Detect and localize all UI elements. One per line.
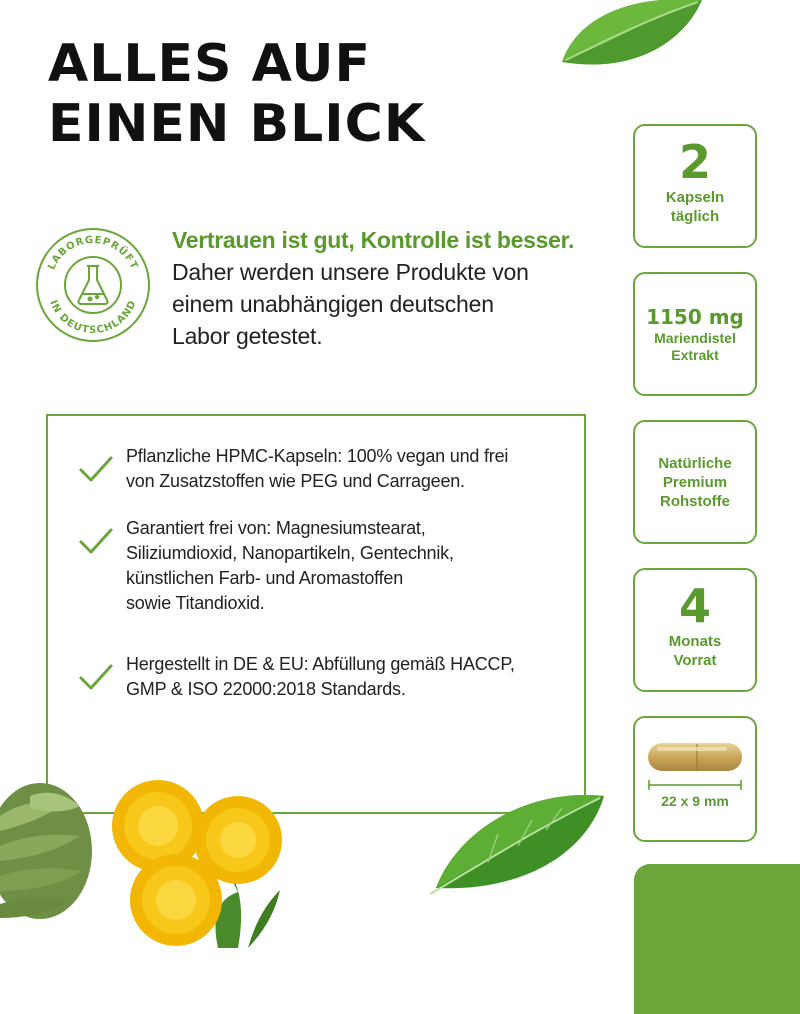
feature-text-line: künstlichen Farb- und Aromastoffen bbox=[126, 568, 404, 588]
feature-text-line: Hergestellt in DE & EU: Abfüllung gemäß HACCP, bbox=[126, 654, 515, 674]
trust-body-line: einem unabhängigen deutschen bbox=[172, 291, 494, 317]
leaf-top-icon bbox=[556, 0, 706, 70]
green-corner-block bbox=[634, 864, 800, 1014]
page-title bbox=[48, 34, 425, 154]
stat-value: 2 bbox=[678, 135, 711, 189]
stat-label-line: Mariendistel bbox=[654, 330, 736, 346]
feature-item bbox=[78, 516, 548, 616]
trust-body-line: Daher werden unsere Produkte von bbox=[172, 259, 529, 285]
trust-statement bbox=[172, 224, 612, 352]
stat-label-line: Kapseln bbox=[665, 189, 725, 206]
capsule-icon bbox=[645, 740, 745, 774]
dandelion-icon bbox=[98, 772, 298, 948]
trust-body-line: Labor getestet. bbox=[172, 323, 323, 349]
seal-text-bottom: IN DEUTSCHLAND bbox=[47, 298, 139, 337]
stat-value: 4 bbox=[678, 579, 711, 633]
stat-label-line: täglich bbox=[670, 208, 720, 225]
feature-item bbox=[78, 652, 548, 702]
feature-text-line: Garantiert frei von: Magnesiumstearat, bbox=[126, 518, 426, 538]
artichoke-icon bbox=[0, 776, 100, 926]
lab-seal-icon bbox=[34, 226, 152, 344]
stat-label-line: Premium bbox=[662, 474, 728, 491]
leaf-bottom-icon bbox=[428, 784, 610, 896]
dimension-line-icon bbox=[645, 780, 745, 790]
stat-label-line: Rohstoffe bbox=[660, 493, 730, 510]
stat-card-capsule-size bbox=[633, 716, 757, 842]
features-box bbox=[46, 414, 586, 814]
check-icon bbox=[78, 454, 114, 484]
flask-icon bbox=[78, 266, 107, 304]
trust-body bbox=[172, 256, 612, 352]
stat-label-line: Monats bbox=[668, 633, 722, 650]
stat-card-supply bbox=[633, 568, 757, 692]
feature-text-line: von Zusatzstoffen wie PEG und Carrageen. bbox=[126, 471, 465, 491]
feature-text-line: Pflanzliche HPMC-Kapseln: 100% vegan und frei bbox=[126, 446, 509, 466]
trust-lead: Vertrauen ist gut, Kontrolle ist besser. bbox=[172, 227, 575, 253]
feature-item bbox=[78, 444, 548, 494]
stat-label-line: Extrakt bbox=[671, 347, 719, 363]
stat-value: 1150 mg bbox=[646, 305, 744, 329]
stat-label-line: Vorrat bbox=[673, 652, 717, 669]
seal-text-top: LABORGEPRÜFT bbox=[46, 234, 140, 272]
feature-text-line: GMP & ISO 22000:2018 Standards. bbox=[126, 679, 406, 699]
feature-text-line: Siliziumdioxid, Nanopartikeln, Gentechnik, bbox=[126, 543, 454, 563]
title-line-1: ALLES AUF bbox=[48, 34, 371, 94]
stat-label-line: Natürliche bbox=[658, 455, 732, 472]
stat-label-line: 22 x 9 mm bbox=[661, 793, 729, 809]
stat-card-capsules-daily bbox=[633, 124, 757, 248]
check-icon bbox=[78, 662, 114, 692]
stat-card-natural bbox=[633, 420, 757, 544]
stat-card-extract bbox=[633, 272, 757, 396]
feature-text-line: sowie Titandioxid. bbox=[126, 593, 265, 613]
title-line-2: EINEN BLICK bbox=[48, 94, 426, 154]
check-icon bbox=[78, 526, 114, 556]
